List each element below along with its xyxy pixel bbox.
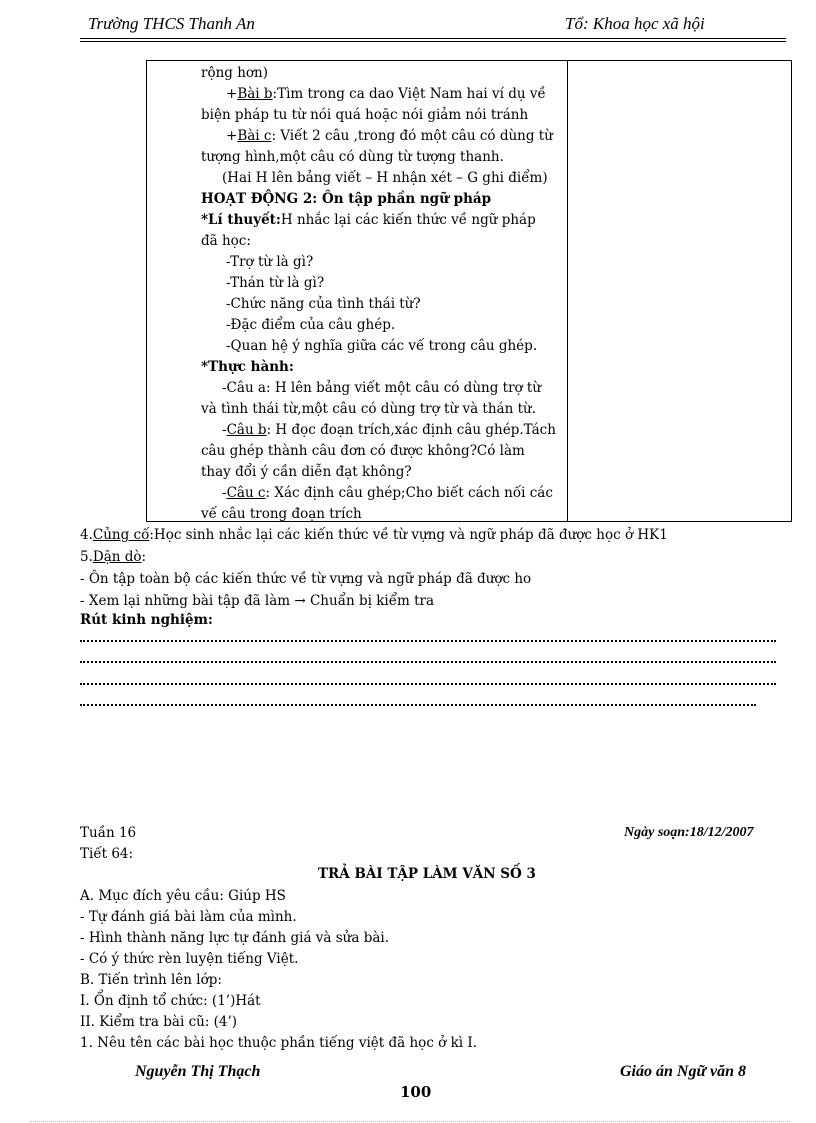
lesson-line: I. Ổn định tổ chức: (1’)Hát [80, 993, 261, 1009]
table-line: -Câu a: H lên bảng viết một câu có dùng trợ từ [222, 380, 542, 396]
table-line: -Thán từ là gì? [226, 275, 325, 291]
table-line: +Bài c: Viết 2 câu ,trong đó một câu có dùng từ [226, 128, 553, 144]
header-rule [80, 38, 786, 39]
lesson-line: B. Tiến trình lên lớp: [80, 972, 222, 988]
table-line: *Lí thuyết:H nhắc lại các kiến thức về ngữ pháp [201, 212, 536, 228]
lesson-title: TRẢ BÀI TẬP LÀM VĂN SỐ 3 [318, 866, 536, 882]
prepared-date: Ngày soạn:18/12/2007 [624, 825, 754, 840]
table-line: và tình thái từ,một câu có dùng trợ từ và thán từ. [201, 401, 537, 417]
dotted-line [80, 640, 776, 642]
lesson-line: - Hình thành năng lực tự đánh giá và sửa bài. [80, 930, 390, 946]
exercise-b-label: Bài b [237, 86, 273, 102]
table-line: thay đổi ý cần diễn đạt không? [201, 464, 412, 480]
homework-item: - Ôn tập toàn bộ các kiến thức về từ vựng và ngữ pháp đã được ho [80, 571, 532, 587]
dotted-line [80, 704, 756, 706]
consolidation-line: 4.Củng cố:Học sinh nhắc lại các kiến thức về từ vựng và ngữ pháp đã được học ở HK1 [80, 527, 668, 543]
activity-heading: HOẠT ĐỘNG 2: Ôn tập phần ngữ pháp [201, 191, 492, 207]
period-label: Tiết 64: [80, 846, 134, 862]
lesson-line: 1. Nêu tên các bài học thuộc phần tiếng việt đã học ở kì I. [80, 1035, 477, 1051]
experience-heading: Rút kinh nghiệm: [80, 612, 213, 628]
table-line: -Đặc điểm của câu ghép. [226, 317, 396, 333]
bottom-rule [30, 1121, 790, 1122]
lesson-line: A. Mục đích yêu cầu: Giúp HS [80, 888, 286, 904]
table-line: (Hai H lên bảng viết – H nhận xét – G ghi điểm) [222, 170, 548, 186]
homework-item: - Xem lại những bài tập đã làm → Chuẩn bị kiểm tra [80, 593, 435, 609]
table-line: vế câu trong đoạn trích [201, 506, 362, 522]
week-label: Tuần 16 [80, 825, 137, 841]
table-column-divider [567, 60, 568, 522]
table-line: -Trợ từ là gì? [226, 254, 314, 270]
table-line: câu ghép thành câu đơn có được không?Có làm [201, 443, 525, 459]
homework-line: 5.Dặn dò: [80, 549, 147, 565]
question-c-label: Câu c [226, 485, 266, 501]
header-rule-2 [80, 41, 786, 42]
header-department: Tổ: Khoa học xã hội [565, 14, 705, 33]
table-line: -Câu c: Xác định câu ghép;Cho biết cách nối các [222, 485, 553, 501]
practice-heading: *Thực hành: [201, 359, 294, 375]
lesson-line: II. Kiểm tra bài cũ: (4’) [80, 1014, 238, 1030]
header-school: Trường THCS Thanh An [88, 14, 255, 33]
dotted-line [80, 661, 776, 663]
table-line: -Chức năng của tình thái từ? [226, 296, 421, 312]
table-line: đã học: [201, 233, 251, 249]
table-line: tượng hình,một câu có dùng từ tượng thanh. [201, 149, 504, 165]
table-line: biện pháp tu từ nói quá hoặc nói giảm nói tránh [201, 107, 529, 123]
question-b-label: Câu b [226, 422, 267, 438]
table-line: -Quan hệ ý nghĩa giữa các vế trong câu ghép. [226, 338, 538, 354]
exercise-c-label: Bài c [237, 128, 272, 144]
footer-book: Giáo án Ngữ văn 8 [620, 1063, 747, 1080]
dotted-line [80, 683, 776, 685]
table-line: -Câu b: H đọc đoạn trích,xác định câu ghép.Tách [222, 422, 556, 438]
table-line: +Bài b:Tìm trong ca dao Việt Nam hai ví dụ về [226, 86, 546, 102]
lesson-line: - Có ý thức rèn luyện tiếng Việt. [80, 951, 299, 967]
page-number: 100 [400, 1083, 432, 1101]
footer-author: Nguyễn Thị Thạch [135, 1063, 261, 1080]
lesson-line: - Tự đánh giá bài làm của mình. [80, 909, 297, 925]
table-line: rộng hơn) [201, 65, 268, 81]
